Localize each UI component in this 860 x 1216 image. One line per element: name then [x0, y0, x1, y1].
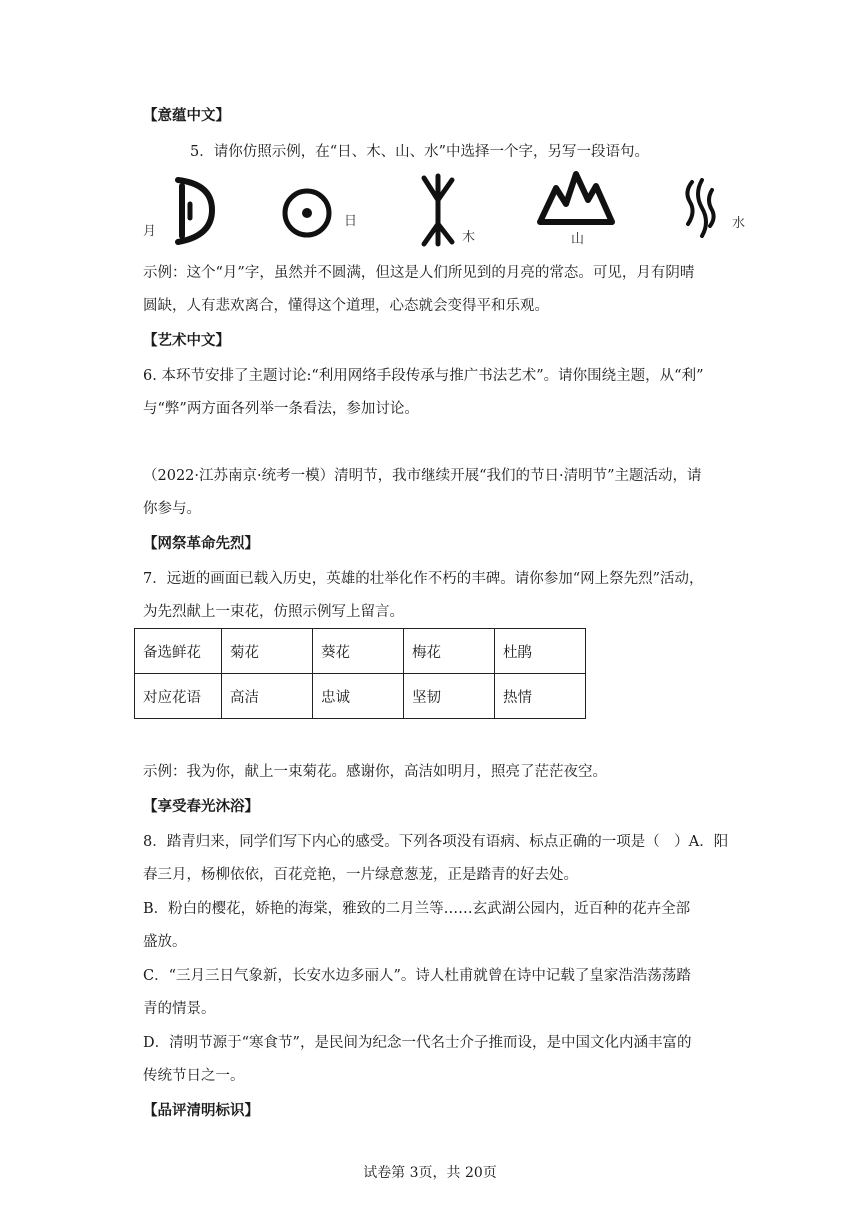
section-heading-yishu: 【艺术中文】 [143, 332, 230, 349]
glyph-label-yue: 月 [143, 224, 157, 239]
section-heading-yiyun: 【意蕴中文】 [143, 107, 230, 124]
question-8-option-c-line-2: 青的情景。 [143, 1001, 216, 1017]
question-5-prompt: 5．请你仿照示例，在“日、木、山、水”中选择一个字，另写一段语句。 [190, 144, 650, 160]
question-8-option-b-line-1: B．粉白的樱花，娇艳的海棠，雅致的二月兰等……玄武湖公园内，近百种的花卉全部 [143, 901, 691, 917]
table-cell: 菊花 [222, 629, 313, 674]
page-footer: 试卷第 3页，共 20页 [363, 1165, 497, 1181]
glyph-label-ri: 日 [344, 214, 358, 229]
intro-line-2: 你参与。 [143, 501, 201, 517]
question-8-option-d-line-2: 传统节日之一。 [143, 1068, 245, 1084]
flower-language-table [134, 628, 586, 719]
oracle-glyph-row [0, 168, 860, 248]
table-cell: 葵花 [313, 629, 404, 674]
question-8-line-1: 8．踏青归来，同学们写下内心的感受。下列各项没有语病、标点正确的一项是（ ）A．阳 [143, 834, 729, 850]
question-5-example-line-1: 示例：这个“月”字，虽然并不圆满，但这是人们所见到的月亮的常态。可见，月有阴晴 [143, 265, 695, 281]
table-cell: 对应花语 [135, 674, 222, 719]
table-row [135, 629, 586, 674]
mountain-glyph-icon [536, 170, 616, 226]
question-7-example: 示例：我为你，献上一束菊花。感谢你，高洁如明月，照亮了茫茫夜空。 [143, 764, 607, 780]
question-6-line-2: 与“弊”两方面各列举一条看法，参加讨论。 [143, 401, 419, 417]
table-cell: 热情 [495, 674, 586, 719]
question-7-line-2: 为先烈献上一束花，仿照示例写上留言。 [143, 604, 404, 620]
water-glyph-icon [680, 178, 720, 238]
glyph-label-mu: 木 [462, 230, 476, 245]
question-6-line-1: 6. 本环节安排了主题讨论:“利用网络手段传承与推广书法艺术”。请你围绕主题，从“利” [143, 368, 704, 384]
table-row [135, 674, 586, 719]
moon-glyph-icon [168, 174, 216, 246]
table-cell: 梅花 [404, 629, 495, 674]
table-cell: 备选鲜花 [135, 629, 222, 674]
table-cell: 坚韧 [404, 674, 495, 719]
section-heading-wangji: 【网祭革命先烈】 [143, 535, 259, 552]
section-heading-qingming: 【品评清明标识】 [143, 1102, 259, 1119]
section-heading-chunguang: 【享受春光沐浴】 [143, 798, 259, 815]
tree-glyph-icon [418, 172, 458, 248]
question-8-option-d-line-1: D．清明节源于“寒食节”，是民间为纪念一代名士介子推而设，是中国文化内涵丰富的 [143, 1035, 692, 1051]
question-7-line-1: 7．远逝的画面已载入历史，英雄的壮举化作不朽的丰碑。请你参加“网上祭先烈”活动， [143, 571, 704, 587]
question-8-option-c-line-1: C．“三月三日气象新，长安水边多丽人”。诗人杜甫就曾在诗中记载了皇家浩浩荡荡踏 [143, 968, 691, 984]
table-cell: 忠诚 [313, 674, 404, 719]
question-8-option-b-line-2: 盛放。 [143, 934, 187, 950]
intro-line-1: （2022·江苏南京·统考一模）清明节，我市继续开展“我们的节日·清明节”主题活动，请 [143, 468, 702, 484]
question-8-option-a: 春三月，杨柳依依，百花竞艳，一片绿意葱茏，正是踏青的好去处。 [143, 867, 578, 883]
table-cell: 杜鹃 [495, 629, 586, 674]
question-5-example-line-2: 圆缺，人有悲欢离合，懂得这个道理，心态就会变得平和乐观。 [143, 298, 549, 314]
glyph-label-shui: 水 [732, 216, 746, 231]
table-cell: 高洁 [222, 674, 313, 719]
glyph-label-shan: 山 [571, 232, 585, 247]
sun-glyph-icon [280, 186, 334, 240]
